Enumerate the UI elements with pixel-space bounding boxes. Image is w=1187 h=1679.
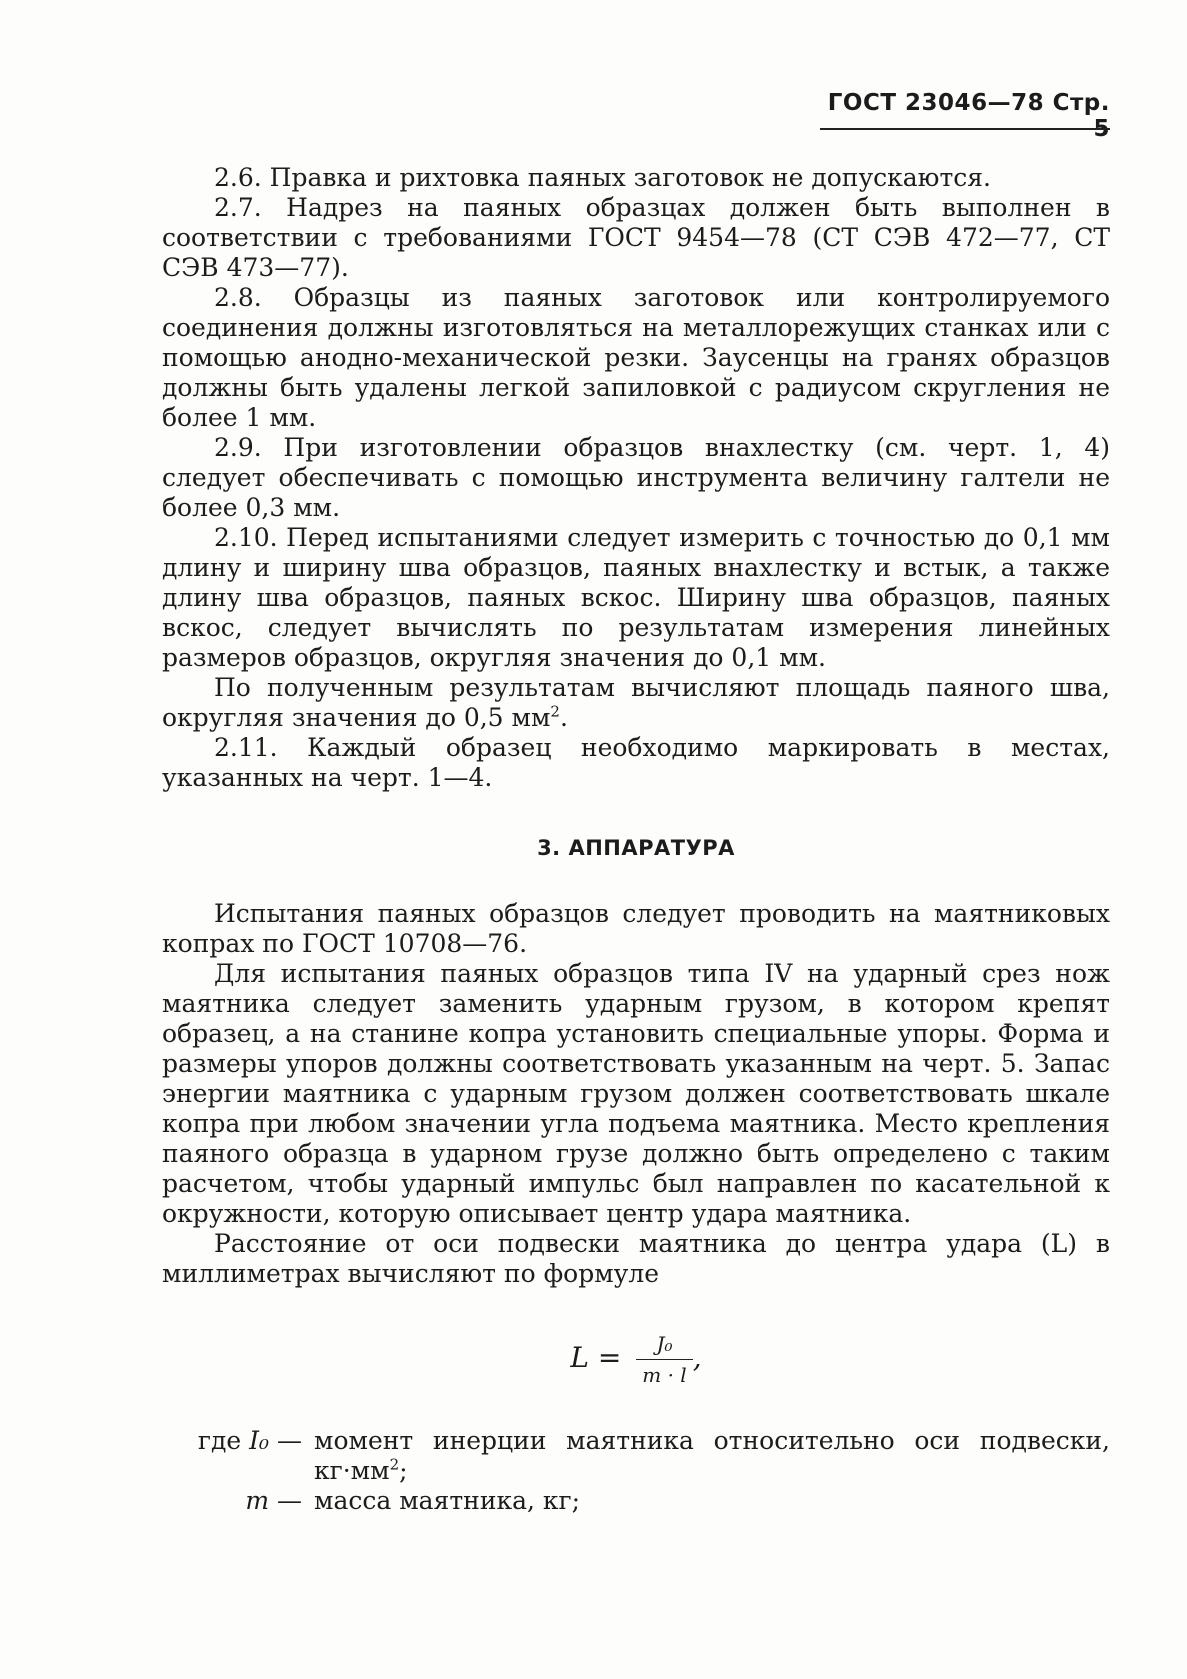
paragraph-2-6: 2.6. Правка и рихтовка паяных заготовок не допускаются. bbox=[214, 163, 992, 192]
definition-row bbox=[162, 1486, 1110, 1516]
page-header: ГОСТ 23046—78 Стр. 5 bbox=[827, 90, 1110, 142]
formula-numerator: J₀ bbox=[636, 1329, 692, 1360]
paragraph-area-rule bbox=[162, 673, 1110, 733]
definition-end: ; bbox=[399, 1456, 408, 1485]
definition-text bbox=[314, 1426, 1110, 1486]
formula-lhs: L bbox=[570, 1341, 589, 1374]
area-rule-text: По полученным результатам вычисляют площадь паяного шва, округляя значения до 0,5 мм bbox=[162, 673, 1110, 732]
paragraph-2-11: 2.11. Каждый образец необходимо маркировать в местах, указанных на черт. 1—4. bbox=[162, 733, 1110, 792]
paragraph-2-10: 2.10. Перед испытаниями следует измерить с точностью до 0,1 мм длину и ширину шва образцов, паяных внахлестку и встык, а также длину шва образцов, паяных вскос. Ширину шва образцов, паяных вскос, следует вычислять по результатам измерения линейных размеров образцов, округляя значения до 0,1 мм. bbox=[162, 523, 1110, 672]
paragraph-apparatus-3: Расстояние от оси подвески маятника до центра удара (L) в миллиметрах вычисляют по формуле bbox=[162, 1229, 1110, 1288]
document-body bbox=[162, 163, 1110, 1516]
paragraph-2-7: 2.7. Надрез на паяных образцах должен быть выполнен в соответствии с требованиями ГОСТ 9454—78 (СТ СЭВ 472—77, СТ СЭВ 473—77). bbox=[162, 193, 1110, 282]
paragraph-2-9: 2.9. При изготовлении образцов внахлестку (см. черт. 1, 4) следует обеспечивать с помощью инструмента величину галтели не более 0,3 мм. bbox=[162, 433, 1110, 522]
definition-exponent: 2 bbox=[389, 1455, 400, 1474]
definition-symbol: I₀ bbox=[249, 1426, 270, 1455]
paragraph-apparatus-2: Для испытания паяных образцов типа IV на ударный срез нож маятника следует заменить ударным грузом, в котором крепят образец, а на станине копра установить специальные упоры. Форма и размеры упоров должны соответствовать указанным на черт. 5. Запас энергии маятника с ударным грузом должен соответствовать шкале копра при любом значении угла подъема маятника. Место крепления паяного образца в ударном грузе должно быть определено с таким расчетом, чтобы ударный импульс был направлен по касательной к окружности, которую описывает центр удара маятника. bbox=[162, 959, 1110, 1228]
definition-lead bbox=[162, 1426, 314, 1456]
formula-denominator: m · l bbox=[642, 1363, 687, 1387]
definition-dash: — bbox=[277, 1426, 302, 1455]
formula-equals: = bbox=[597, 1341, 622, 1374]
definition-symbol: m bbox=[245, 1486, 270, 1515]
formula-trail: , bbox=[692, 1341, 702, 1374]
area-rule-end: . bbox=[559, 703, 568, 732]
definition-text-main: момент инерции маятника относительно оси подвески, кг·мм bbox=[314, 1426, 1110, 1485]
definition-text: масса маятника, кг; bbox=[314, 1486, 581, 1515]
area-rule-exponent: 2 bbox=[550, 702, 560, 721]
definition-lead bbox=[162, 1486, 314, 1516]
formula-fraction bbox=[636, 1329, 692, 1390]
formula bbox=[162, 1329, 1110, 1390]
definition-dash: — bbox=[277, 1486, 302, 1515]
where-word: где bbox=[197, 1426, 242, 1455]
definition-row bbox=[162, 1426, 1110, 1486]
section-heading: 3. АППАРАТУРА bbox=[537, 836, 735, 860]
header-rule bbox=[820, 128, 1110, 130]
paragraph-2-8: 2.8. Образцы из паяных заготовок или контролируемого соединения должны изготовляться на металлорежущих станках или с помощью анодно-механической резки. Заусенцы на гранях образцов должны быть удалены легкой запиловкой с радиусом скругления не более 1 мм. bbox=[162, 283, 1110, 432]
paragraph-apparatus-1: Испытания паяных образцов следует проводить на маятниковых копрах по ГОСТ 10708—76. bbox=[162, 899, 1110, 958]
